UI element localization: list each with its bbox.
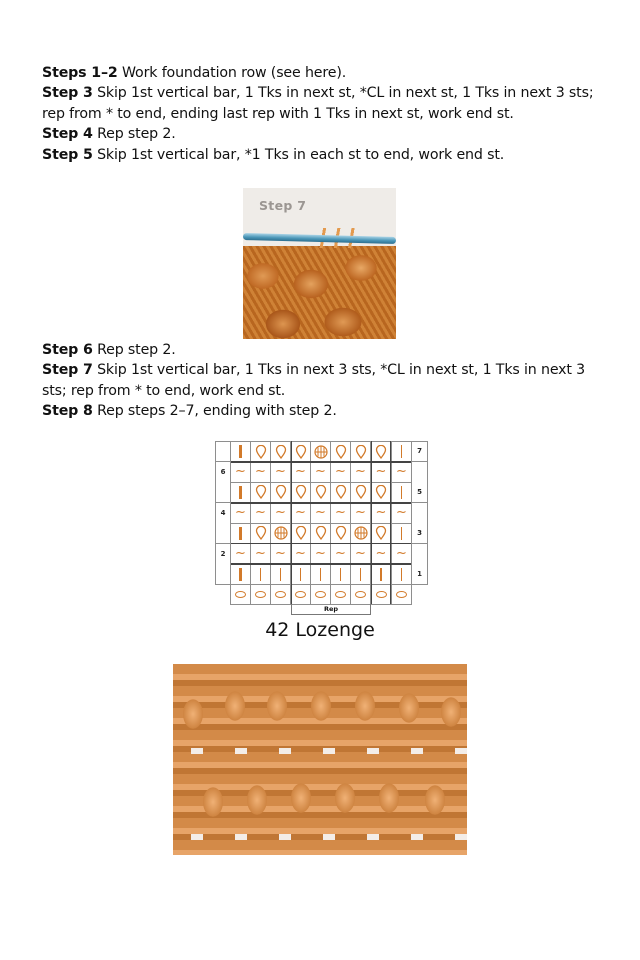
chart-divider	[371, 441, 372, 604]
step-text: Rep step 2.	[92, 342, 176, 358]
thick-bar-icon	[239, 445, 242, 458]
chart-cell	[391, 441, 412, 462]
return-pass-icon: ~	[275, 504, 286, 520]
drop-icon	[355, 485, 367, 499]
chart-corner-cell	[215, 441, 231, 462]
chain-oval-icon	[255, 591, 266, 598]
drop-icon	[315, 526, 327, 540]
swatch-row-gap	[173, 834, 467, 840]
return-pass-icon: ~	[295, 545, 306, 561]
chart-cell	[391, 502, 412, 523]
chart-cell	[391, 563, 412, 584]
step-8	[42, 401, 608, 421]
step-7-photo	[243, 188, 396, 339]
return-pass-icon: ~	[335, 545, 346, 561]
drop-icon	[255, 485, 267, 499]
drop-icon	[375, 445, 387, 459]
return-pass-icon: ~	[396, 545, 407, 561]
chart-divider	[231, 543, 411, 544]
chart-cell	[230, 482, 251, 503]
return-pass-icon: ~	[396, 504, 407, 520]
chart-cell	[330, 584, 351, 605]
chart-cell	[330, 502, 351, 523]
chart-cell	[290, 482, 311, 503]
thin-bar-icon	[380, 568, 382, 581]
return-pass-icon: ~	[315, 464, 326, 480]
chart-cell	[370, 461, 392, 482]
chart-cell	[330, 523, 351, 544]
thin-bar-icon	[401, 445, 403, 458]
drop-icon	[375, 485, 387, 499]
chart-cell	[270, 563, 291, 584]
row-number-right	[411, 441, 428, 462]
step-text: Rep steps 2–7, ending with step 2.	[92, 403, 337, 420]
chart-cell	[350, 563, 371, 584]
chart-cell	[391, 584, 412, 605]
chart-cell	[350, 543, 371, 564]
return-pass-icon: ~	[355, 545, 366, 561]
cluster-icon	[314, 445, 328, 459]
chart-cell	[230, 563, 251, 584]
return-pass-icon: ~	[315, 545, 326, 561]
step-6	[42, 340, 608, 360]
instructions-steps-6-8	[42, 340, 608, 422]
chart-cell	[290, 563, 311, 584]
row-number-right	[411, 502, 428, 544]
drop-icon	[255, 526, 267, 540]
drop-icon	[295, 485, 307, 499]
chart-divider	[231, 461, 411, 462]
return-pass-icon: ~	[255, 545, 266, 561]
chart-cell	[350, 584, 371, 605]
step-label: Step 5	[42, 146, 93, 163]
step-7	[42, 360, 608, 401]
return-pass-icon: ~	[355, 504, 366, 520]
chart-cell	[250, 461, 271, 482]
step-label: Step 6	[42, 342, 93, 358]
chart-cell	[370, 502, 392, 523]
chart-cell	[330, 441, 351, 462]
chart-cell	[290, 523, 311, 544]
chart-cell	[370, 441, 392, 462]
return-pass-icon: ~	[255, 464, 266, 480]
step-label: Step 3	[42, 85, 93, 102]
return-pass-icon: ~	[355, 464, 366, 480]
drop-icon	[335, 485, 347, 499]
chain-oval-icon	[355, 591, 366, 598]
chart-caption: 42 Lozenge	[265, 619, 375, 641]
chain-oval-icon	[315, 591, 326, 598]
stitch-chart	[215, 441, 428, 615]
row-number-left	[215, 543, 231, 585]
chart-divider	[231, 563, 411, 564]
chart-cell	[250, 584, 271, 605]
chart-cell	[391, 543, 412, 564]
chart-cell	[310, 543, 331, 564]
thin-bar-icon	[340, 568, 342, 581]
step-5	[42, 145, 608, 165]
return-pass-icon: ~	[235, 545, 246, 561]
return-pass-icon: ~	[375, 464, 387, 480]
row-number: 1	[417, 569, 422, 578]
chart-cell	[230, 584, 251, 605]
chart-divider	[231, 502, 411, 503]
chart-cell	[350, 523, 371, 544]
thin-bar-icon	[401, 527, 403, 540]
chart-cell	[310, 502, 331, 523]
chart-cell	[290, 502, 311, 523]
step-text: Skip 1st vertical bar, *1 Tks in each st to end, work end st.	[92, 146, 505, 163]
thin-bar-icon	[320, 568, 322, 581]
thin-bar-icon	[260, 568, 262, 581]
chain-oval-icon	[335, 591, 346, 598]
chart-cell	[230, 441, 251, 462]
step-label: Steps 1–2	[42, 65, 118, 81]
return-pass-icon: ~	[275, 545, 286, 561]
thick-bar-icon	[239, 486, 242, 499]
row-number-left	[215, 502, 231, 544]
chart-cell	[310, 441, 331, 462]
thin-bar-icon	[280, 568, 282, 581]
chart-cell	[330, 461, 351, 482]
chain-oval-icon	[396, 591, 407, 598]
step-text: Skip 1st vertical bar, 1 Tks in next st, *CL in next st, 1 Tks in next 3 sts; rep from * to end, ending last rep with 1 Tks in next st, work end st.	[42, 85, 594, 122]
chart-cell	[250, 523, 271, 544]
chart-cell	[330, 482, 351, 503]
photo-step-label: Step 7	[259, 198, 307, 213]
chart-cell	[230, 543, 251, 564]
chart-cell	[290, 584, 311, 605]
chart-cell	[250, 502, 271, 523]
step-1-2	[42, 63, 608, 83]
chart-cell	[330, 543, 351, 564]
chart-cell	[370, 584, 392, 605]
drop-icon	[295, 526, 307, 540]
chart-cell	[250, 543, 271, 564]
chart-cell	[391, 461, 412, 482]
drop-icon	[355, 445, 367, 459]
chart-cell	[310, 523, 331, 544]
chart-cell	[250, 563, 271, 584]
drop-icon	[375, 526, 387, 540]
row-number: 3	[417, 528, 422, 537]
chart-cell	[391, 523, 412, 544]
chart-cell	[330, 563, 351, 584]
chart-cell	[350, 502, 371, 523]
step-4	[42, 124, 608, 144]
repeat-bracket: Rep	[291, 604, 371, 615]
drop-icon	[275, 485, 287, 499]
chart-cell	[270, 584, 291, 605]
row-number: 2	[220, 550, 226, 558]
return-pass-icon: ~	[235, 464, 246, 480]
thin-bar-icon	[300, 568, 302, 581]
row-number: 5	[417, 488, 422, 497]
cluster-icon	[274, 526, 288, 540]
chart-divider	[390, 441, 391, 604]
chart-cell	[290, 441, 311, 462]
return-pass-icon: ~	[295, 464, 306, 480]
chart-cell	[350, 441, 371, 462]
row-number-left	[215, 461, 231, 503]
chart-cell	[270, 543, 291, 564]
step-text: Skip 1st vertical bar, 1 Tks in next 3 sts, *CL in next st, 1 Tks in next 3 sts; rep from * to end, work end st.	[42, 362, 586, 399]
return-pass-icon: ~	[375, 545, 387, 561]
chart-cell	[250, 482, 271, 503]
row-number: 4	[220, 509, 226, 518]
step-text: Rep step 2.	[92, 126, 176, 143]
chart-cell	[350, 461, 371, 482]
chart-cell	[370, 482, 392, 503]
thin-bar-icon	[401, 486, 403, 499]
chart-cell	[270, 523, 291, 544]
chart-cell	[310, 584, 331, 605]
chart-cell	[290, 543, 311, 564]
row-number-right	[411, 461, 428, 503]
chain-oval-icon	[376, 591, 387, 598]
swatch-row-gap	[173, 748, 467, 754]
step-label: Step 4	[42, 126, 93, 143]
chart-cell	[230, 502, 251, 523]
row-number-right	[411, 543, 428, 585]
step-text: Work foundation row (see here).	[117, 65, 347, 81]
drop-icon	[335, 445, 347, 459]
drop-icon	[315, 485, 327, 499]
step-label: Step 7	[42, 362, 93, 379]
chart-cell	[230, 523, 251, 544]
chart-cell	[230, 461, 251, 482]
thin-bar-icon	[360, 568, 362, 581]
return-pass-icon: ~	[235, 504, 246, 520]
cluster-icon	[354, 526, 368, 540]
return-pass-icon: ~	[295, 504, 306, 520]
chart-divider	[291, 441, 292, 604]
return-pass-icon: ~	[335, 504, 346, 520]
chart-cell	[370, 523, 392, 544]
thick-bar-icon	[239, 568, 242, 581]
thin-bar-icon	[401, 568, 403, 581]
chart-cell	[310, 461, 331, 482]
chart-cell	[370, 543, 392, 564]
return-pass-icon: ~	[275, 464, 286, 480]
chart-cell	[310, 482, 331, 503]
chart-cell	[270, 502, 291, 523]
chart-cell	[270, 482, 291, 503]
chart-cell	[250, 441, 271, 462]
return-pass-icon: ~	[335, 464, 346, 480]
return-pass-icon: ~	[396, 464, 407, 480]
chart-cell	[391, 482, 412, 503]
chart-cell	[270, 441, 291, 462]
chain-oval-icon	[295, 591, 306, 598]
yarn-texture	[243, 246, 396, 339]
chart-cell	[270, 461, 291, 482]
chain-oval-icon	[275, 591, 286, 598]
drop-icon	[255, 445, 267, 459]
return-pass-icon: ~	[315, 504, 326, 520]
step-3	[42, 83, 608, 124]
instructions-steps-1-5	[42, 63, 608, 165]
chart-cell	[290, 461, 311, 482]
return-pass-icon: ~	[375, 504, 387, 520]
chain-oval-icon	[235, 591, 246, 598]
return-pass-icon: ~	[255, 504, 266, 520]
drop-icon	[335, 526, 347, 540]
row-number: 7	[417, 447, 422, 456]
chart-cell	[350, 482, 371, 503]
drop-icon	[275, 445, 287, 459]
swatch-photo	[173, 664, 467, 855]
thick-bar-icon	[239, 527, 242, 540]
step-label: Step 8	[42, 403, 93, 420]
row-number: 6	[220, 468, 226, 477]
drop-icon	[295, 445, 307, 459]
chart-cell	[310, 563, 331, 584]
chart-cell	[370, 563, 392, 584]
